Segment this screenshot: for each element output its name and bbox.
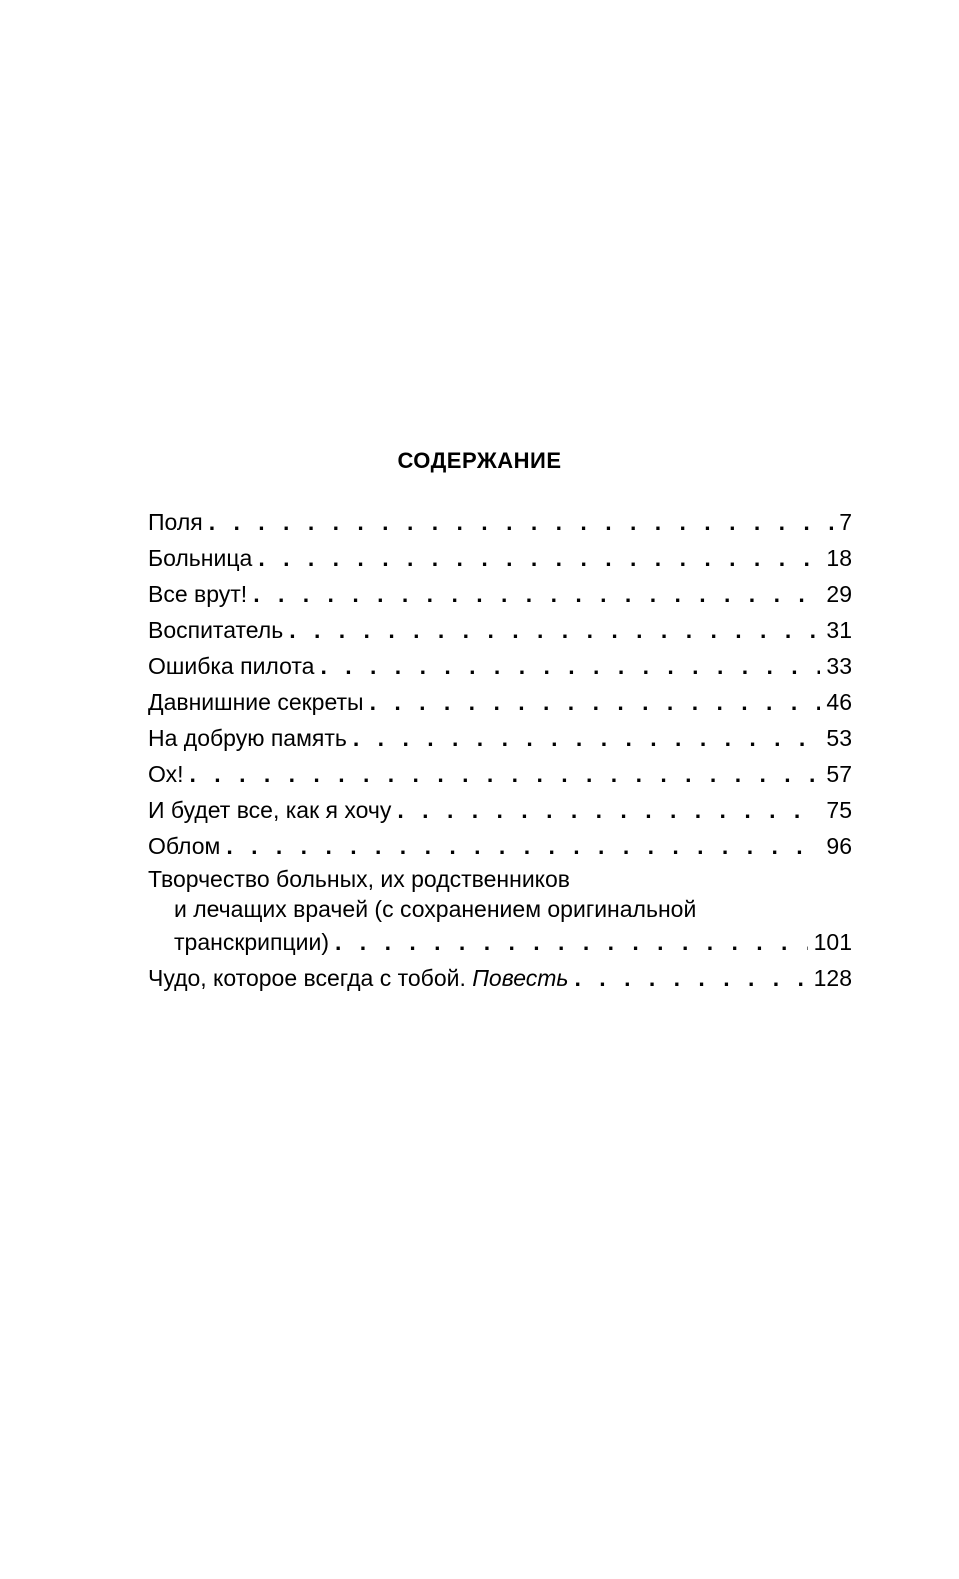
toc-entry <box>148 504 852 540</box>
dot-leader <box>370 684 821 720</box>
dot-leader <box>575 960 808 996</box>
toc-entry-line <box>148 828 852 864</box>
toc-page-number: 18 <box>826 545 852 571</box>
toc-page-number: 128 <box>813 965 852 991</box>
toc-entry-subtitle: Повесть <box>472 965 569 991</box>
toc-entry-title-text: Творчество больных, их родственников <box>148 866 571 892</box>
toc-entry-line <box>148 684 852 720</box>
dot-leader <box>289 612 820 648</box>
toc-entry-title <box>148 864 570 894</box>
toc-entry-title <box>148 756 184 792</box>
toc-page-number: 46 <box>826 689 852 715</box>
toc-entry-line <box>148 924 852 960</box>
dot-leader <box>209 504 834 540</box>
toc-entry-line <box>148 720 852 756</box>
toc-entry-title-text: И будет все, как я хочу <box>148 797 392 823</box>
toc-page-number: 96 <box>826 833 852 859</box>
dot-leader <box>226 828 820 864</box>
toc-entry-line <box>148 648 852 684</box>
toc-entry-title-text: Больница <box>148 545 253 571</box>
toc-entry-title <box>148 576 247 612</box>
toc-entry <box>148 540 852 576</box>
toc-page-number: 7 <box>839 509 852 535</box>
toc-page-number: 57 <box>826 761 852 787</box>
toc-entry <box>148 648 852 684</box>
toc-entry <box>148 612 852 648</box>
toc-entry-title <box>148 540 252 576</box>
dot-leader <box>397 792 820 828</box>
toc-entry-title <box>148 792 391 828</box>
toc-entry-title <box>174 894 696 924</box>
toc-entry-line <box>148 792 852 828</box>
toc-entry-line <box>148 576 852 612</box>
dot-leader <box>190 756 821 792</box>
toc-entry-title <box>148 612 283 648</box>
dot-leader <box>320 648 820 684</box>
toc-entry-title-text: Поля <box>148 509 203 535</box>
toc-entry-title <box>148 504 203 540</box>
toc-entry-title <box>148 960 569 996</box>
toc-entry-line <box>148 540 852 576</box>
table-of-contents <box>148 504 852 996</box>
toc-page-number: 101 <box>813 929 852 955</box>
dot-leader <box>253 576 820 612</box>
toc-entry <box>148 720 852 756</box>
toc-entry <box>148 576 852 612</box>
toc-entry-title <box>148 684 364 720</box>
toc-entry-title-text: Воспитатель <box>148 617 284 643</box>
toc-entry-title-text: Облом <box>148 833 221 859</box>
dot-leader <box>335 924 808 960</box>
toc-entry <box>148 756 852 792</box>
toc-entry-title <box>148 828 220 864</box>
toc-entry-line <box>148 504 852 540</box>
toc-entry <box>148 684 852 720</box>
toc-entry-title-text: Все врут! <box>148 581 248 607</box>
toc-page-number: 29 <box>826 581 852 607</box>
toc-page-number: 33 <box>826 653 852 679</box>
toc-entry-line <box>148 894 852 924</box>
dot-leader <box>258 540 820 576</box>
dot-leader <box>353 720 821 756</box>
toc-page-number: 75 <box>826 797 852 823</box>
toc-entry-title-text: На добрую память <box>148 725 347 751</box>
toc-entry <box>148 864 852 960</box>
toc-page-number: 53 <box>826 725 852 751</box>
toc-entry <box>148 960 852 996</box>
toc-entry-title <box>148 648 314 684</box>
toc-entry <box>148 828 852 864</box>
toc-entry-title-text: Ошибка пилота <box>148 653 315 679</box>
toc-entry-title-text: Давнишние секреты <box>148 689 364 715</box>
toc-entry-title-text: транскрипции) <box>174 929 330 955</box>
toc-entry-line <box>148 960 852 996</box>
toc-entry-title <box>148 720 347 756</box>
toc-entry-title-text: и лечащих врачей (с сохранением оригинальной <box>174 896 697 922</box>
toc-entry-title-text: Чудо, которое всегда с тобой. <box>148 965 466 991</box>
toc-entry-line <box>148 864 852 894</box>
toc-entry-title-text: Ох! <box>148 761 184 787</box>
toc-entry-line <box>148 756 852 792</box>
toc-entry-line <box>148 612 852 648</box>
toc-page-number: 31 <box>826 617 852 643</box>
toc-entry-title <box>174 924 329 960</box>
toc-entry <box>148 792 852 828</box>
toc-heading: СОДЕРЖАНИЕ <box>397 448 562 473</box>
